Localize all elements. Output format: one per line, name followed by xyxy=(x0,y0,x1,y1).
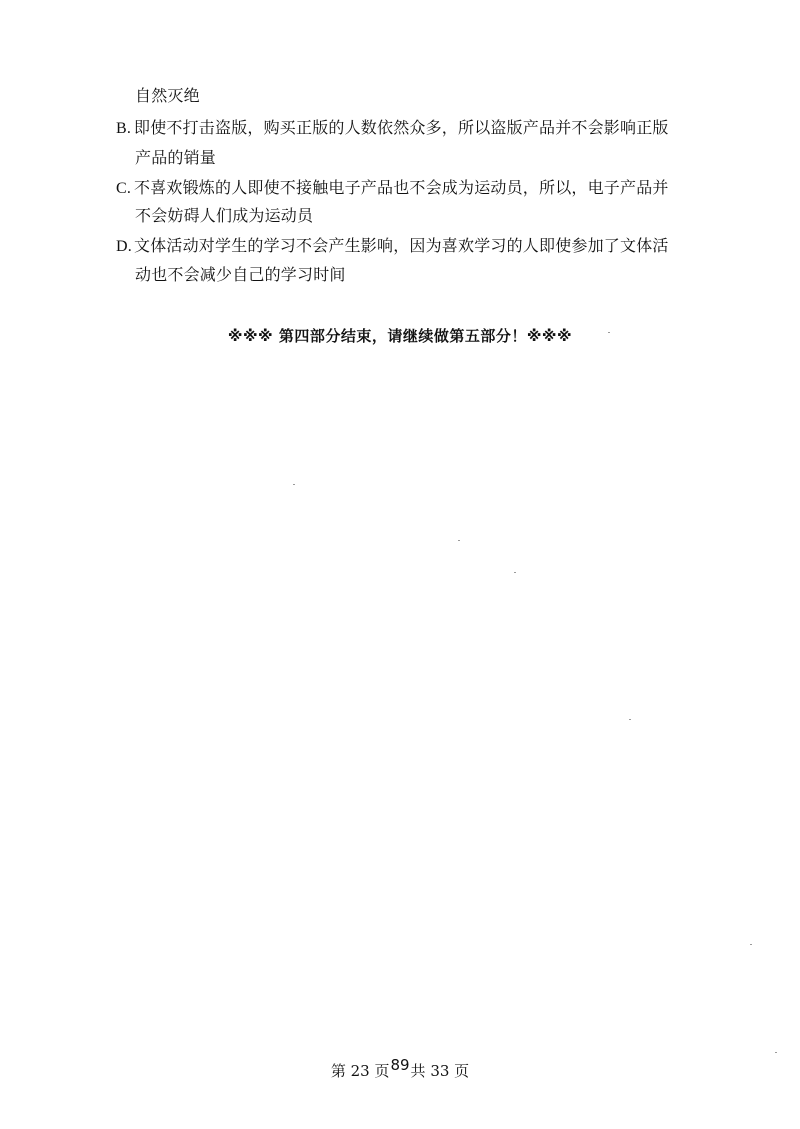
option-a-continuation: 自然灭绝 xyxy=(135,86,200,105)
scan-speck xyxy=(293,484,295,485)
option-c-letter: C. xyxy=(116,180,132,197)
option-d-letter: D. xyxy=(116,238,132,255)
option-b-line-1 xyxy=(116,118,669,139)
option-d-line-2: 动也不会减少自己的学习时间 xyxy=(135,265,346,284)
option-c-text-1: 不喜欢锻炼的人即使不接触电子产品也不会成为运动员，所以，电子产品并 xyxy=(134,178,669,197)
scan-speck xyxy=(629,719,631,720)
option-b-letter: B. xyxy=(116,120,132,137)
page-number-label: 第 23 页 xyxy=(330,1062,390,1080)
scan-speck xyxy=(750,944,752,945)
option-c-line-1 xyxy=(116,178,669,199)
sheet-number: 89 xyxy=(390,1056,410,1074)
scan-speck xyxy=(608,332,610,333)
page-total-label: 共 33 页 xyxy=(410,1062,470,1080)
section-end-banner: ※※※ 第四部分结束，请继续做第五部分！※※※ xyxy=(227,327,573,345)
option-c-line-2: 不会妨碍人们成为运动员 xyxy=(135,206,314,225)
option-d-text-1: 文体活动对学生的学习不会产生影响，因为喜欢学习的人即使参加了文体活 xyxy=(134,236,669,255)
page-footer xyxy=(0,1056,800,1081)
scan-speck xyxy=(514,572,516,573)
scan-speck xyxy=(775,1052,777,1053)
option-d-line-1 xyxy=(116,236,669,257)
option-b-line-2: 产品的销量 xyxy=(135,148,217,167)
scan-speck xyxy=(458,540,460,541)
option-b-text-1: 即使不打击盗版，购买正版的人数依然众多，所以盗版产品并不会影响正版 xyxy=(134,118,669,137)
